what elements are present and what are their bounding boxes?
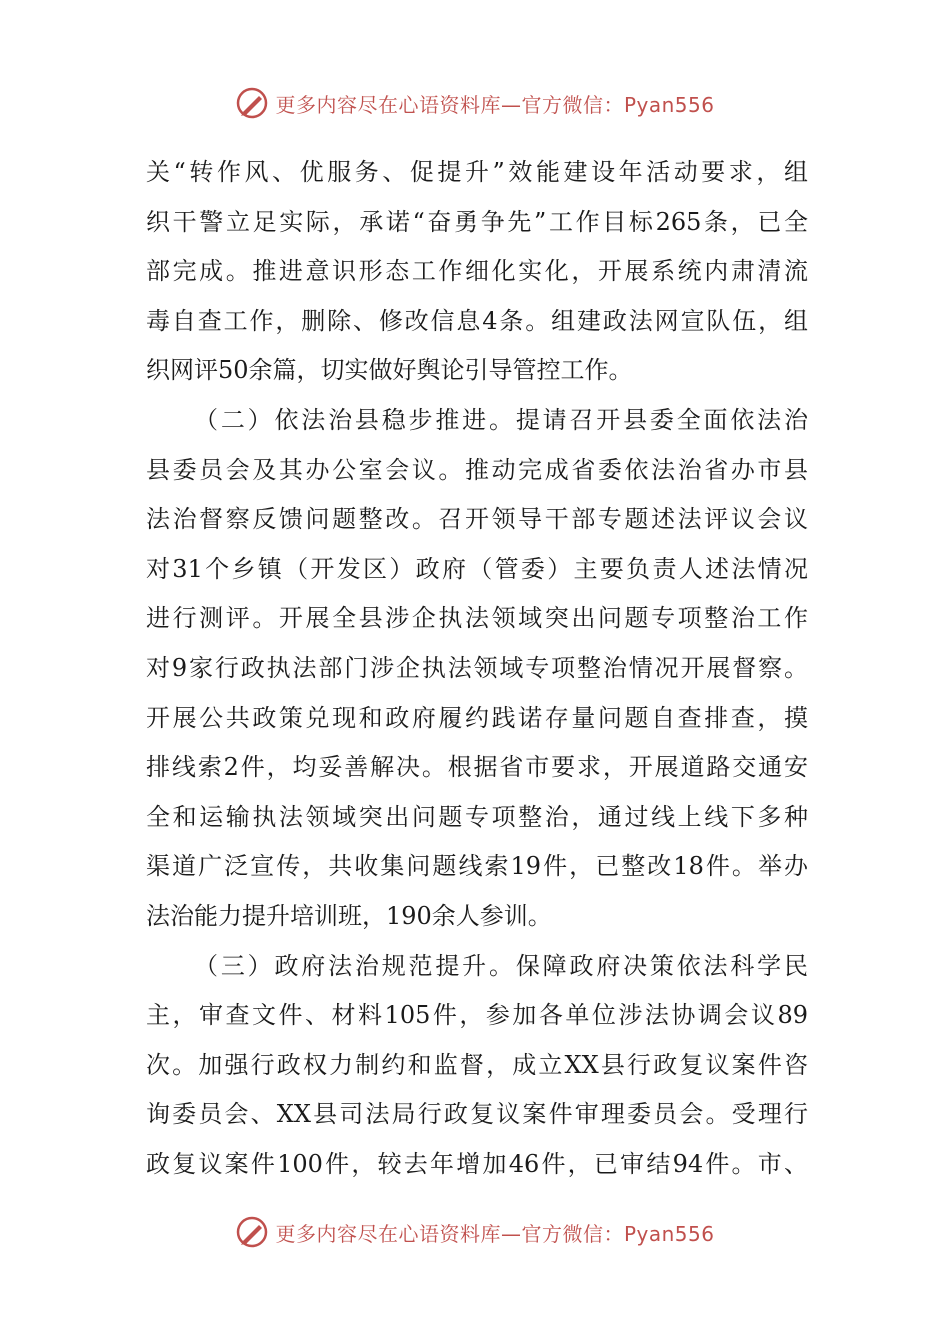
text-line: 排线索2件，均妥善解决。根据省市要求，开展道路交通安 xyxy=(146,753,808,782)
watermark-text: 更多内容尽在心语资料库—官方微信：Pyan556 xyxy=(275,1221,715,1246)
text-line: 政复议案件100件，较去年增加46件，已审结94件。市、 xyxy=(146,1149,808,1178)
text-line: 毒自查工作，删除、修改信息4条。组建政法网宣队伍，组 xyxy=(146,306,808,335)
text-line: 关“转作风、优服务、促提升”效能建设年活动要求，组 xyxy=(146,158,808,186)
text-line: 进行测评。开展全县涉企执法领域突出问题专项整治工作 xyxy=(146,604,808,633)
watermark-banner-top xyxy=(0,83,950,123)
text-line: 对31个乡镇（开发区）政府（管委）主要负责人述法情况 xyxy=(146,554,808,583)
pen-logo-icon xyxy=(235,1215,269,1249)
paragraph-heading-3: （三）政府法治规范提升。保障政府决策依法科学民 xyxy=(194,951,808,980)
text-line: 渠道广泛宣传，共收集问题线索19件，已整改18件。举办 xyxy=(146,852,808,881)
text-line: 对9家行政执法部门涉企执法领域专项整治情况开展督察。 xyxy=(146,653,808,682)
text-line: 法治能力提升培训班，190余人参训。 xyxy=(146,901,552,930)
text-line: 主，审查文件、材料105件，参加各单位涉法协调会议89 xyxy=(146,1001,808,1030)
text-line: 县委员会及其办公室会议。推动完成省委依法治省办市县 xyxy=(146,455,808,484)
text-line: 部完成。推进意识形态工作细化实化，开展系统内肃清流 xyxy=(146,257,808,286)
text-line: 法治督察反馈问题整改。召开领导干部专题述法评议会议 xyxy=(146,505,808,534)
watermark-banner-bottom xyxy=(0,1212,950,1252)
text-line: 织网评50余篇，切实做好舆论引导管控工作。 xyxy=(146,356,633,385)
text-line: 询委员会、XX县司法局行政复议案件审理委员会。受理行 xyxy=(146,1100,808,1129)
text-line: 织干警立足实际，承诺“奋勇争先”工作目标265条，已全 xyxy=(146,207,808,236)
document-body xyxy=(146,148,808,1189)
watermark-text: 更多内容尽在心语资料库—官方微信：Pyan556 xyxy=(275,92,715,117)
pen-logo-icon xyxy=(235,86,269,120)
text-line: 次。加强行政权力制约和监督，成立XX县行政复议案件咨 xyxy=(146,1050,808,1079)
paragraph-heading-2: （二）依法治县稳步推进。提请召开县委全面依法治 xyxy=(194,405,808,434)
text-line: 开展公共政策兑现和政府履约践诺存量问题自查排查，摸 xyxy=(146,703,808,732)
text-line: 全和运输执法领域突出问题专项整治，通过线上线下多种 xyxy=(146,802,808,831)
